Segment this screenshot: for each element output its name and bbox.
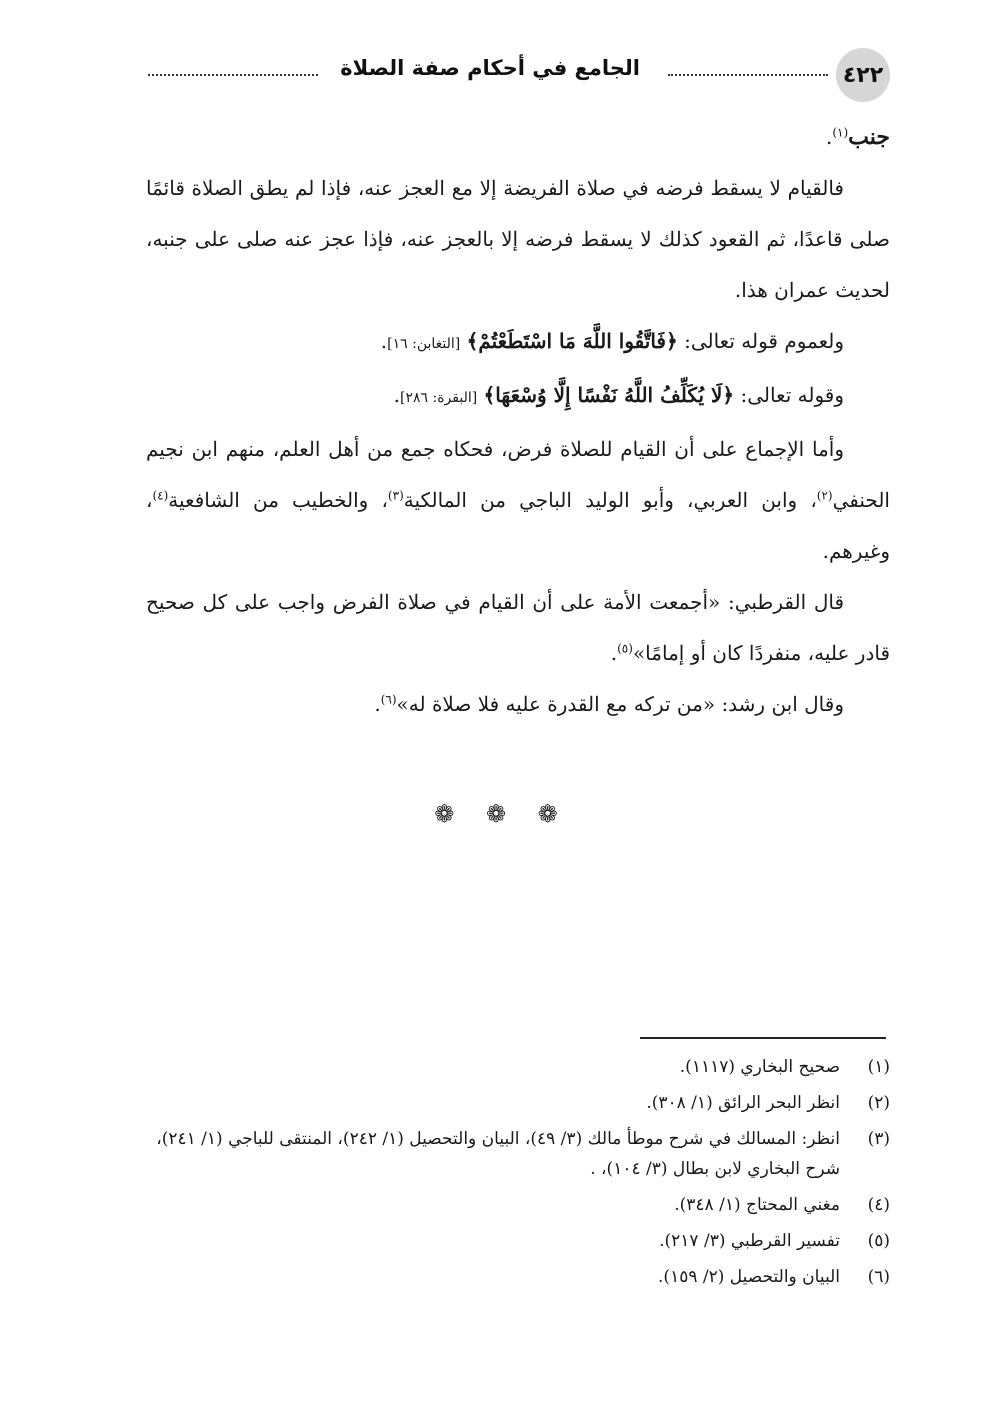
header-dotted-leader-right bbox=[668, 74, 828, 76]
footnote-item bbox=[146, 1190, 890, 1220]
footnote-number: (٢) bbox=[867, 1093, 890, 1113]
footnote-ref-6[interactable]: (٦) bbox=[380, 692, 397, 707]
header-dotted-leader-left bbox=[148, 74, 318, 76]
footnote-number: (٣) bbox=[867, 1129, 890, 1149]
paragraph-1-end: . bbox=[825, 125, 833, 149]
footnote-ref-2[interactable]: (٢) bbox=[816, 488, 833, 503]
footnote-separator bbox=[640, 1037, 886, 1039]
footnote-item bbox=[146, 1226, 890, 1256]
main-text bbox=[146, 112, 890, 730]
footnote-text: تفسير القرطبي (٣/ ٢١٧). bbox=[659, 1231, 840, 1251]
paragraph-2: فالقيام لا يسقط فرضه في صلاة الفريضة إلا مع العجز عنه، فإذا لم يطق الصلاة قائمًا صلى قاعدًا، ثم القعود كذلك لا يسقط فرضه إلا بالعجز عنه، فإذا عجز عنه صلى على جنبه، لحديث عمران هذا. bbox=[146, 176, 890, 302]
footnote-text: انظر: المسالك في شرح موطأ مالك (٣/ ٤٩)، البيان والتحصيل (١/ ٢٤٢)، المنتقى للباجي (١/ ٢٤١)، شرح البخاري لابن بطال (٣/ ١٠٤)، . bbox=[156, 1129, 840, 1179]
paragraph-5-part-a: وأما الإجماع على أن القيام للصلاة فرض، فحكاه جمع من أهل العلم، منهم ابن نجيم الحنفي bbox=[146, 437, 890, 512]
footnote-ref-1[interactable]: (١) bbox=[832, 125, 849, 140]
paragraph-6-end: . bbox=[610, 641, 618, 665]
footnote-number: (٤) bbox=[867, 1195, 890, 1215]
footnote-number: (٦) bbox=[867, 1267, 890, 1287]
footnote-ref-3[interactable]: (٣) bbox=[387, 488, 404, 503]
footnote-item bbox=[146, 1124, 890, 1184]
page-number-badge: ٤٢٢ bbox=[836, 48, 890, 102]
paragraph-3 bbox=[146, 316, 890, 370]
paragraph-5 bbox=[146, 424, 890, 577]
paragraph-5-part-d: ، وغيرهم. bbox=[146, 488, 890, 563]
paragraph-6 bbox=[146, 577, 890, 679]
paragraph-6-text: قال القرطبي: «أجمعت الأمة على أن القيام في صلاة الفرض واجب على كل صحيح قادر عليه، منفردًا كان أو إمامًا» bbox=[146, 590, 890, 665]
paragraph-7-text: وقال ابن رشد: «من تركه مع القدرة عليه فلا صلاة له» bbox=[396, 692, 844, 716]
paragraph-3-end: . bbox=[380, 329, 388, 353]
footnote-number: (٥) bbox=[867, 1231, 890, 1251]
footnote-item bbox=[146, 1088, 890, 1118]
paragraph-5-part-b: ، وابن العربي، وأبو الوليد الباجي من المالكية bbox=[403, 488, 817, 512]
paragraph-1 bbox=[146, 112, 890, 163]
quran-verse-2: ﴿لَا يُكَلِّفُ اللَّهُ نَفْسًا إِلَّا وُسْعَهَا﴾ bbox=[483, 383, 735, 407]
paragraph-1-text: جنب bbox=[848, 124, 890, 150]
running-header bbox=[146, 48, 890, 100]
verse-reference-2: [البقرة: ٢٨٦] bbox=[400, 390, 478, 406]
footnote-number: (١) bbox=[867, 1057, 890, 1077]
paragraph-7 bbox=[146, 679, 890, 730]
footnote-text: انظر البحر الرائق (١/ ٣٠٨). bbox=[646, 1093, 840, 1113]
verse-reference-1: [التغابن: ١٦] bbox=[387, 336, 461, 352]
section-ornament: ❁ ❁ ❁ bbox=[434, 800, 570, 828]
footnote-item bbox=[146, 1052, 890, 1082]
book-title: الجامع في أحكام صفة الصلاة bbox=[340, 56, 640, 80]
verse-intro-1: ولعموم قوله تعالى: bbox=[684, 329, 844, 353]
footnotes-list bbox=[146, 1052, 890, 1298]
footnote-ref-4[interactable]: (٤) bbox=[152, 488, 169, 503]
paragraph-7-end: . bbox=[374, 692, 381, 716]
footnote-ref-5[interactable]: (٥) bbox=[617, 641, 633, 656]
verse-intro-2: وقوله تعالى: bbox=[740, 383, 844, 407]
paragraph-5-part-c: ، والخطيب من الشافعية bbox=[168, 488, 388, 512]
footnote-text: مغني المحتاج (١/ ٣٤٨). bbox=[674, 1195, 840, 1215]
quran-verse-1: ﴿فَاتَّقُوا اللَّهَ مَا اسْتَطَعْتُمْ﴾ bbox=[466, 329, 678, 353]
footnote-text: البيان والتحصيل (٢/ ١٥٩). bbox=[658, 1267, 840, 1287]
footnote-item bbox=[146, 1262, 890, 1292]
paragraph-4-end: . bbox=[393, 383, 400, 407]
footnote-text: صحيح البخاري (١١١٧). bbox=[679, 1057, 840, 1077]
paragraph-4 bbox=[146, 370, 890, 424]
